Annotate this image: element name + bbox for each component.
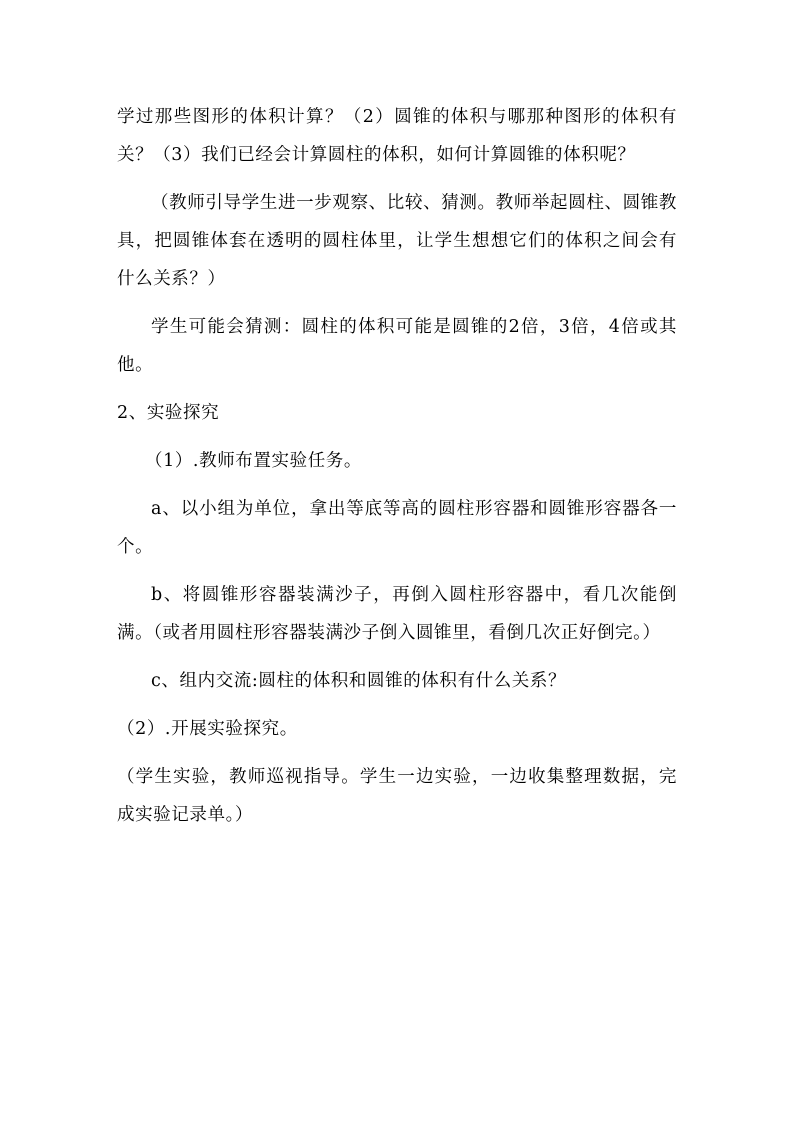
paragraph-step-c: c、组内交流:圆柱的体积和圆锥的体积有什么关系？: [151, 671, 567, 691]
paragraph-teacher-guidance: （教师引导学生进一步观察、比较、猜测。教师举起圆柱、圆锥教具，把圆锥体套在透明的圆柱体里，让学生想想它们的体积之间会有什么关系？）: [117, 193, 677, 289]
paragraph-conduct-experiment: （2）.开展实验探究。: [117, 719, 298, 739]
document-body: [117, 98, 677, 844]
paragraph-step-a: a、以小组为单位，拿出等底等高的圆柱形容器和圆锥形容器各一个。: [117, 499, 677, 557]
section-heading-experiment: 2、实验探究: [117, 403, 220, 423]
paragraph-student-experiment: （学生实验，教师巡视指导。学生一边实验，一边收集整理数据，完成实验记录单。）: [117, 767, 677, 825]
paragraph-task-assignment: （1）.教师布置实验任务。: [145, 451, 362, 471]
paragraph-question-continuation: 学过那些图形的体积计算？（2）圆锥的体积与哪那种图形的体积有关？（3）我们已经会计算圆柱的体积，如何计算圆锥的体积呢？: [117, 107, 677, 165]
paragraph-student-guess: 学生可能会猜测：圆柱的体积可能是圆锥的2倍，3倍，4倍或其他。: [117, 317, 677, 375]
paragraph-step-b: b、将圆锥形容器装满沙子，再倒入圆柱形容器中，看几次能倒满。（或者用圆柱形容器装满沙子倒入圆锥里，看倒几次正好倒完。）: [117, 585, 677, 643]
